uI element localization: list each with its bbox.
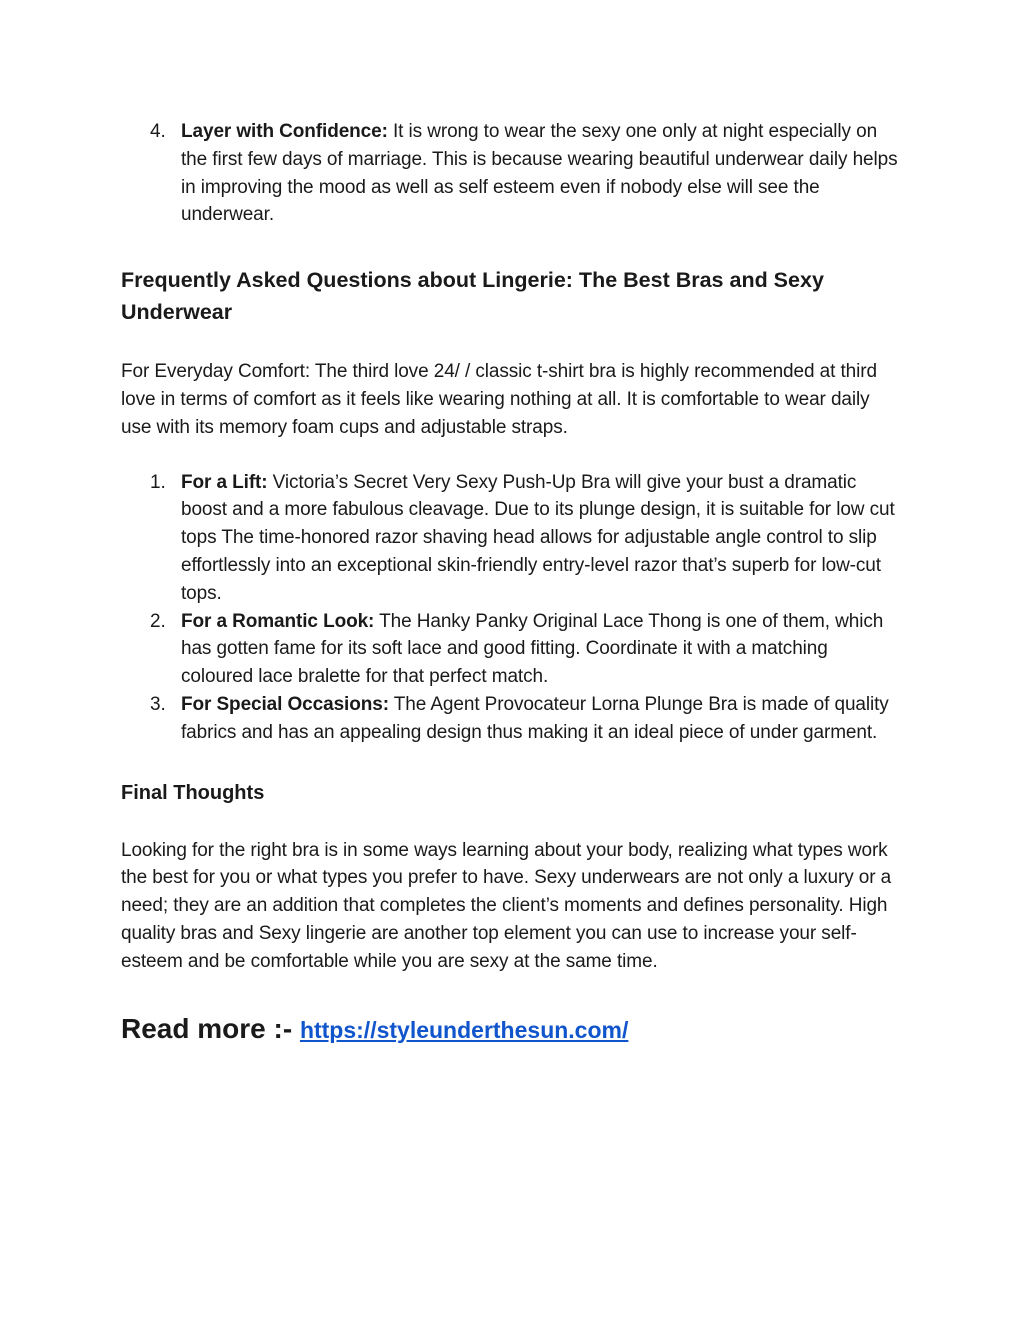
list-item-title: For Special Occasions:: [181, 693, 389, 715]
list-number: 4.: [150, 121, 166, 142]
faq-heading: Frequently Asked Questions about Lingerie: The Best Bras and Sexy Underwear: [121, 268, 824, 325]
read-more-link[interactable]: https://styleunderthesun.com/: [299, 1016, 629, 1043]
list-item-title: For a Romantic Look:: [181, 610, 375, 632]
list-item: [121, 691, 901, 747]
list-item: [121, 608, 901, 691]
list-item-title: Layer with Confidence:: [181, 121, 388, 142]
list-number: 1.: [150, 471, 166, 493]
list-number: 3.: [150, 693, 166, 715]
comfort-paragraph: For Everyday Comfort: The third love 24/ / classic t-shirt bra is highly recommended at third love in terms of comfort as it feels like wearing nothing at all. It is comfortable to wear daily use with its memory foam cups and adjustable straps.: [121, 361, 877, 438]
read-more-label: Read more :-: [121, 1012, 300, 1044]
final-thoughts-heading: Final Thoughts: [121, 781, 265, 804]
numbered-list-top: [121, 118, 901, 229]
read-more: [121, 1009, 901, 1050]
list-item-text: Victoria’s Secret Very Sexy Push-Up Bra will give your bust a dramatic boost and a more fabulous cleavage. Due to its plunge design, it is suitable for low cut tops The time-honored razor shaving head allows for adjustable angle control to slip effortlessly into an exceptional skin-friendly entry-level razor that’s superb for low-cut tops.: [181, 471, 895, 604]
list-item: [121, 118, 901, 229]
list-item-text: The Agent Provocateur Lorna Plunge Bra is made of quality fabrics and has an appealing design thus making it an ideal piece of under garment.: [181, 693, 889, 743]
list-item-text: It is wrong to wear the sexy one only at night especially on the first few days of marriage. This is because wearing beautiful underwear daily helps in improving the mood as well as self esteem even if nobody else will see the underwear.: [181, 121, 898, 226]
list-item-text: The Hanky Panky Original Lace Thong is one of them, which has gotten fame for its soft lace and good fitting. Coordinate it with a matching coloured lace bralette for that perfect match.: [181, 610, 884, 688]
list-item: [121, 469, 901, 608]
document-page: [121, 118, 901, 1050]
numbered-list-main: [121, 469, 901, 747]
list-number: 2.: [150, 610, 166, 632]
final-paragraph: Looking for the right bra is in some ways learning about your body, realizing what types work the best for you or what types you prefer to have. Sexy underwears are not only a luxury or a need; they are an addition that completes the client’s moments and defines personality. High quality bras and Sexy lingerie are another top element you can use to increase your self-esteem and be comfortable while you are sexy at the same time.: [121, 839, 892, 972]
list-item-title: For a Lift:: [181, 471, 268, 493]
